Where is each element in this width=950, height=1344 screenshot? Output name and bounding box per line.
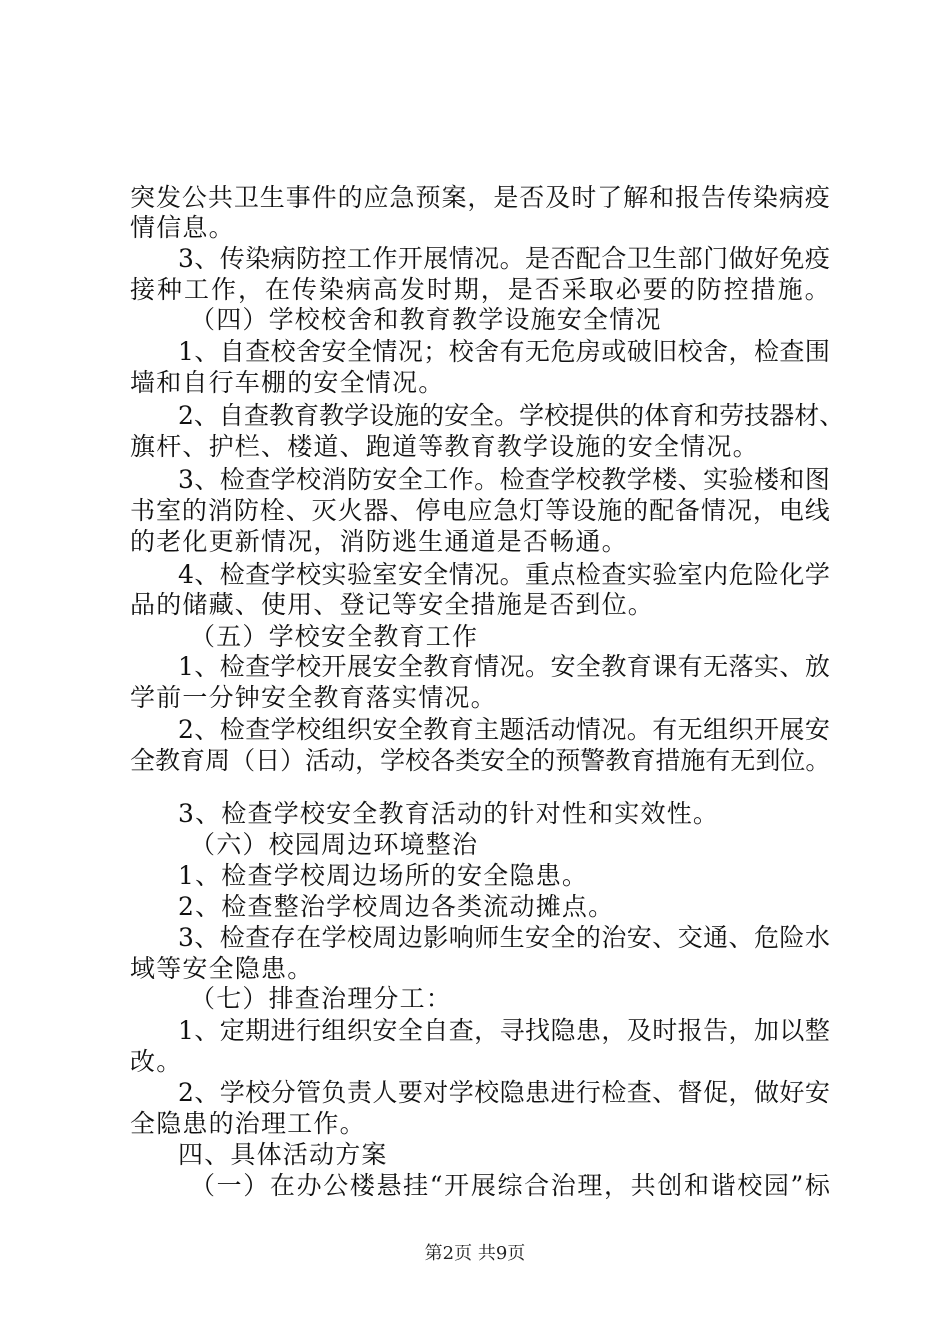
text-line: 改。 (130, 1047, 183, 1076)
text-line: （ 一 ） 在 办 公 楼 悬 挂 “ 开 展 综 合 治 理 ， 共 创 和 谐 校 园 ” 标 (190, 1171, 830, 1200)
text-line: 情信息。 (130, 213, 235, 242)
text-line: 全隐患的治理工作。 (130, 1109, 366, 1138)
text-line: 3 、 检 查 学 校 消 防 安 全 工 作 。 检 查 学 校 教 学 楼 、 实 验 楼 和 图 (178, 465, 830, 494)
text-line: 域等安全隐患。 (130, 954, 314, 983)
section-heading: （四）学校校舍和教育教学设施安全情况 (190, 305, 662, 334)
text-line: 1、检查学校周边场所的安全隐患。 (178, 861, 589, 890)
text-line: 书 室 的 消 防 栓 、 灭 火 器 、 停 电 应 急 灯 等 设 施 的 配 备 情 况 ， 电 线 (130, 496, 830, 525)
text-line: 学前一分钟安全教育落实情况。 (130, 683, 497, 712)
section-heading: （五）学校安全教育工作 (190, 622, 479, 651)
text-line: 2 、 检 查 学 校 组 织 安 全 教 育 主 题 活 动 情 况 。 有 无 组 织 开 展 安 (178, 715, 830, 744)
text-line: 旗杆、护栏、楼道、跑道等教育教学设施的安全情况。 (130, 432, 759, 461)
text-line: 突 发 公 共 卫 生 事 件 的 应 急 预 案 ， 是 否 及 时 了 解 和 报 告 传 染 病 疫 (130, 183, 830, 212)
section-heading: 四、具体活动方案 (178, 1140, 388, 1169)
text-line: 品的储藏、使用、登记等安全措施是否到位。 (130, 590, 655, 619)
text-line: 1 、 检 查 学 校 开 展 安 全 教 育 情 况 。 安 全 教 育 课 有 无 落 实 、 放 (178, 652, 830, 681)
text-line: 3、检查学校安全教育活动的针对性和实效性。 (178, 799, 720, 828)
text-line: 2、检查整治学校周边各类流动摊点。 (178, 892, 615, 921)
text-line: 1 、 自 查 校 舍 安 全 情 况 ； 校 舍 有 无 危 房 或 破 旧 校 舍 ， 检 查 围 (178, 337, 830, 366)
text-line: 的老化更新情况，消防逃生通道是否畅通。 (130, 527, 628, 556)
text-line: 3 、 传 染 病 防 控 工 作 开 展 情 况 。 是 否 配 合 卫 生 部 门 做 好 免 疫 (178, 244, 830, 273)
text-line: 2 、 学 校 分 管 负 责 人 要 对 学 校 隐 患 进 行 检 查 、 督 促 ， 做 好 安 (178, 1078, 830, 1107)
text-line: 4 、 检 查 学 校 实 验 室 安 全 情 况 。 重 点 检 查 实 验 室 内 危 险 化 学 (178, 560, 830, 589)
text-line: 2 、 自 查 教 育 教 学 设 施 的 安 全 。 学 校 提 供 的 体 育 和 劳 技 器 材 、 (178, 401, 845, 430)
section-heading: （六）校园周边环境整治 (190, 830, 479, 859)
text-line: 1 、 定 期 进 行 组 织 安 全 自 查 ， 寻 找 隐 患 ， 及 时 报 告 ， 加 以 整 (178, 1016, 830, 1045)
section-heading: （七）排查治理分工： (190, 984, 453, 1013)
text-line: 接 种 工 作 ， 在 传 染 病 高 发 时 期 ， 是 否 采 取 必 要 的 防 控 措 施 。 (130, 275, 830, 304)
page-indicator: 第2页 共9页 (424, 1243, 526, 1264)
text-line: 3 、 检 查 存 在 学 校 周 边 影 响 师 生 安 全 的 治 安 、 交 通 、 危 险 水 (178, 923, 830, 952)
text-line: 全 教 育 周 （ 日 ） 活 动 ， 学 校 各 类 安 全 的 预 警 教 育 措 施 有 无 到 位 。 (130, 746, 831, 775)
text-line: 墙和自行车棚的安全情况。 (130, 368, 445, 397)
